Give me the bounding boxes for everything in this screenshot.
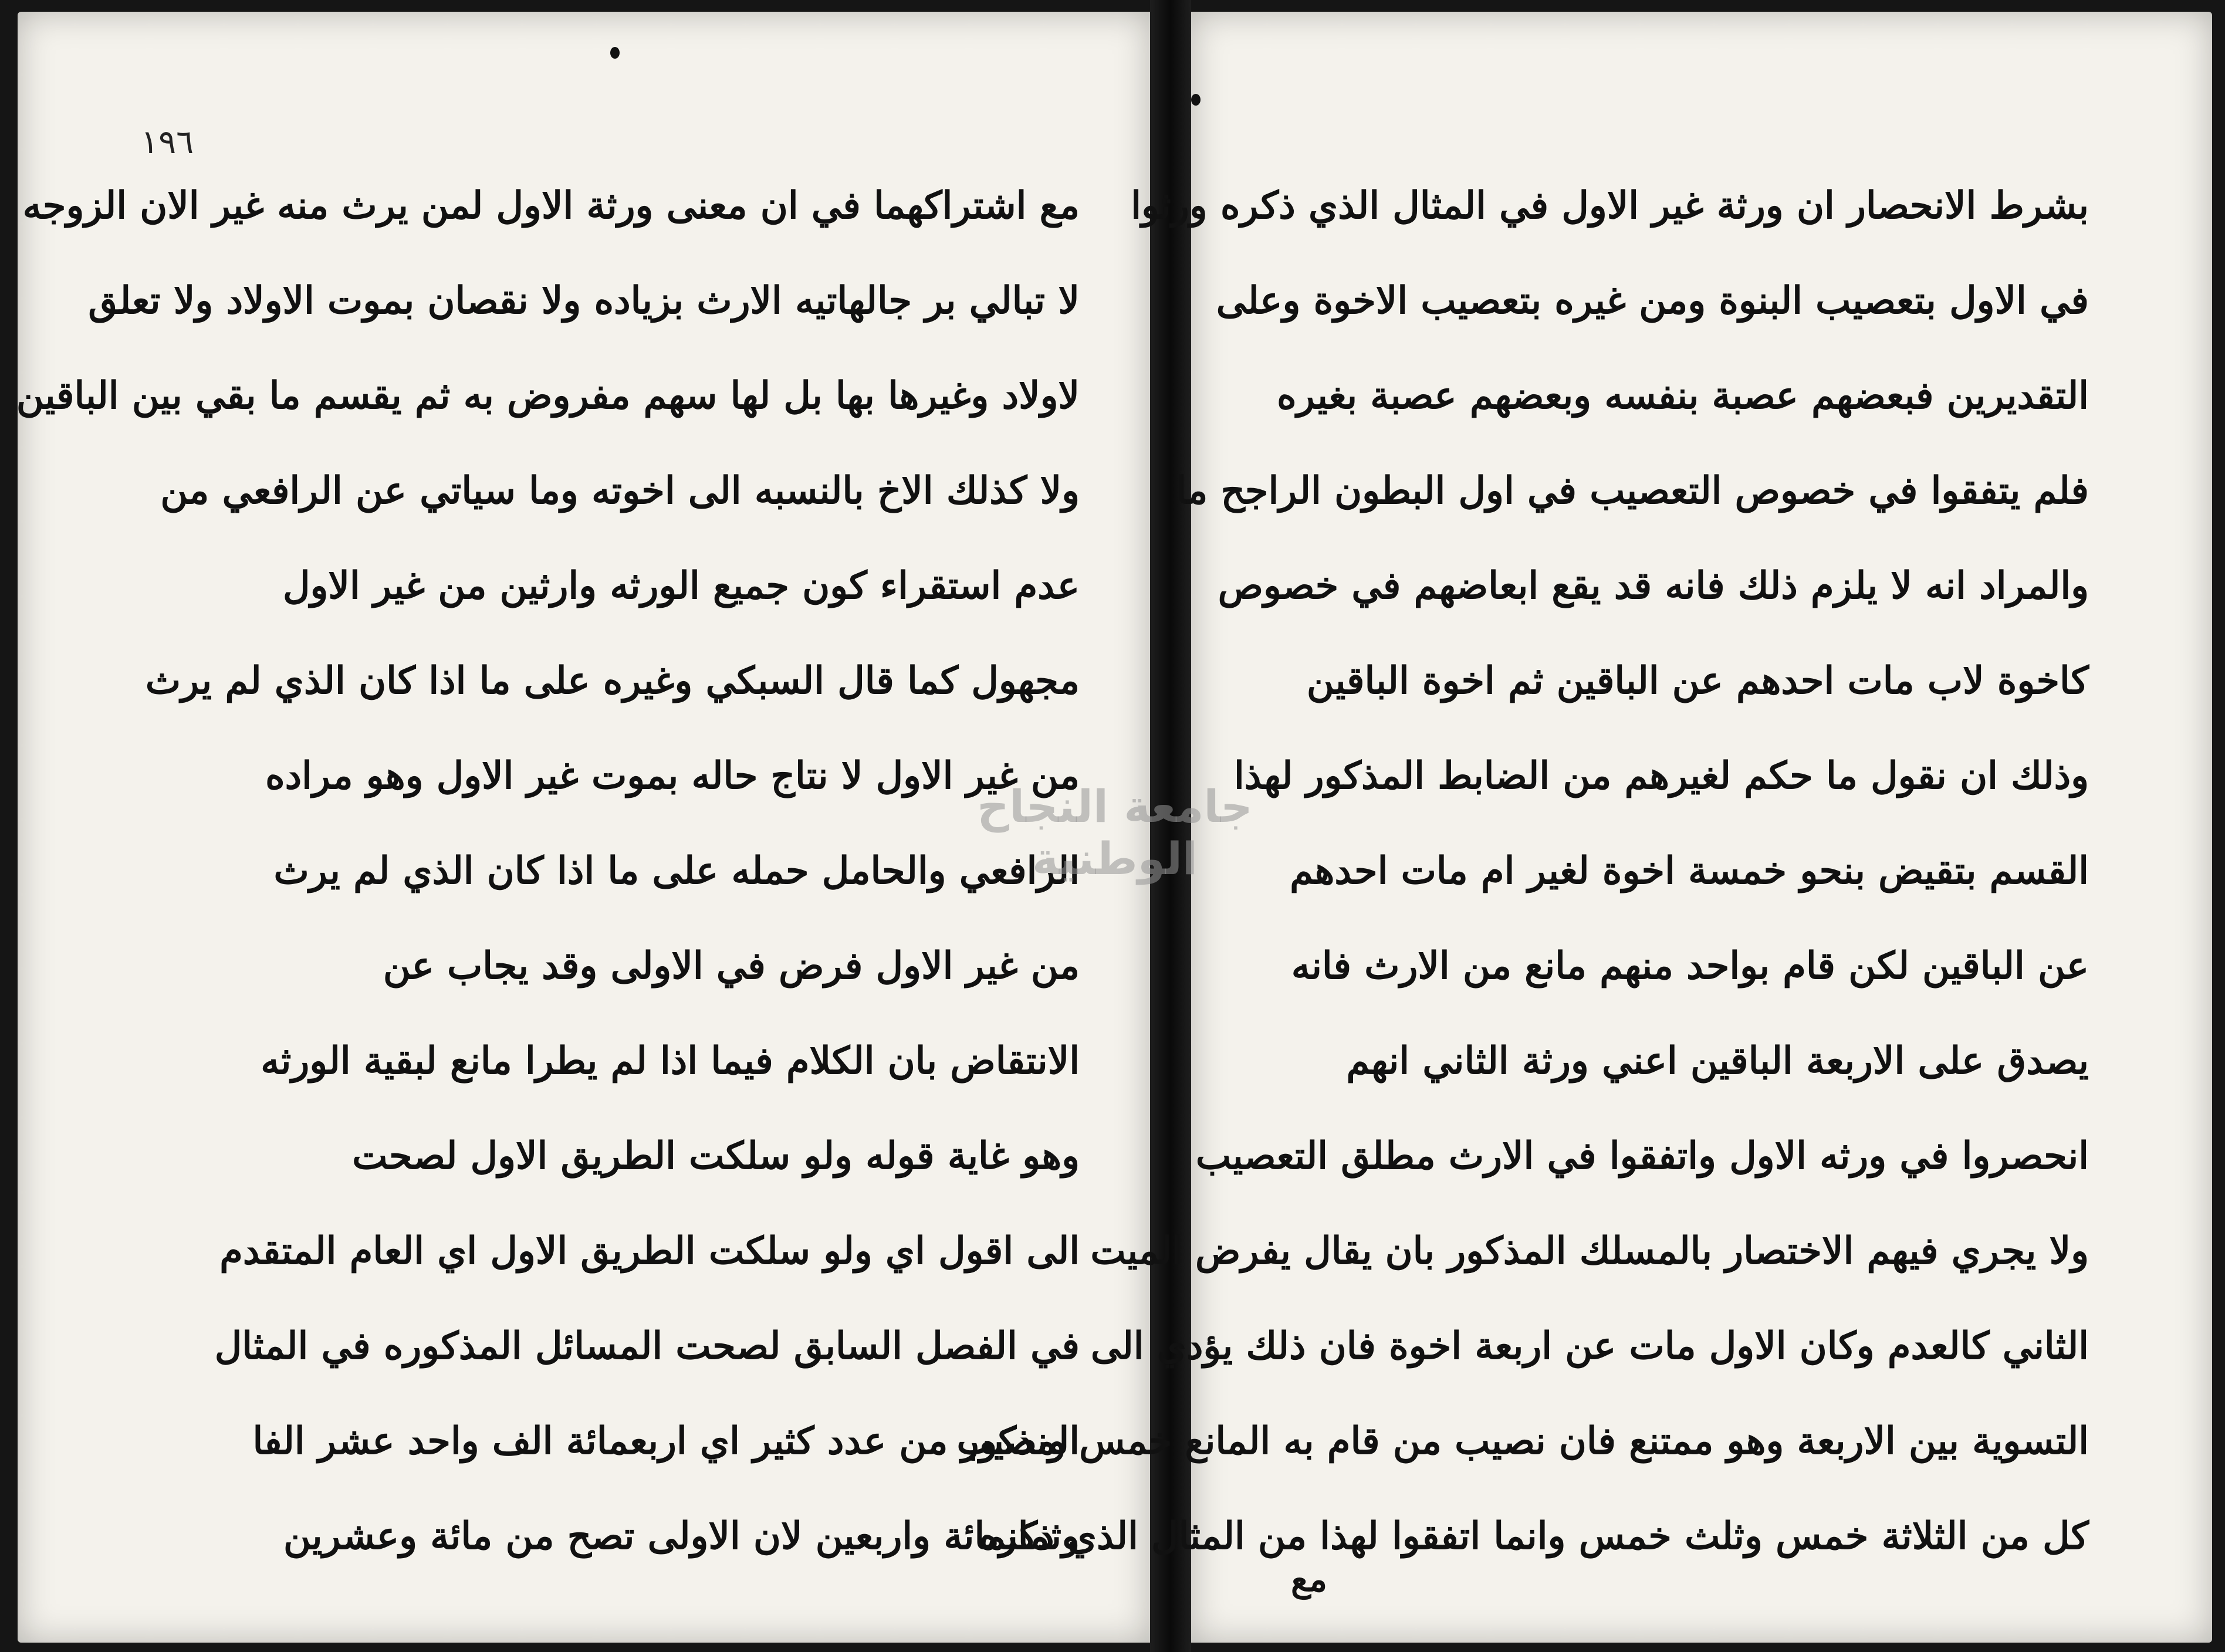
text-line: الى اقول اي ولو سلكت الطريق الاول اي العام المتقدم: [219, 1229, 1080, 1273]
text-line: وذلك ان نقول ما حكم لغيرهم من الضابط المذكور لهذا: [1233, 754, 2089, 798]
text-line: ولا يجري فيهم الاختصار بالمسلك المذكور بان يقال يفرض الميت: [1090, 1229, 2089, 1273]
text-line: وهو غاية قوله ولو سلكت الطريق الاول لصحت: [352, 1134, 1080, 1178]
text-line: كاخوة لاب مات احدهم عن الباقين ثم اخوة الباقين: [1306, 659, 2089, 703]
text-line: القسم بتقيض بنحو خمسة اخوة لغير ام مات احدهم: [1290, 849, 2089, 893]
text-line: فلم يتفقوا في خصوص التعصيب في اول البطون الراجح ما: [1176, 469, 2089, 513]
text-line: عن الباقين لكن قام بواحد منهم مانع من الارث فانه: [1291, 944, 2089, 988]
text-line: مع اشتراكهما في ان معنى ورثة الاول لمن يرث منه غير الان الزوجه: [22, 184, 1080, 228]
text-line: لاولاد وغيرها بها بل لها سهم مفروض به ثم يقسم ما بقي بين الباقين: [16, 374, 1080, 418]
text-line: في الفصل السابق لصحت المسائل المذكوره في المثال: [214, 1324, 1080, 1368]
text-line: مجهول كما قال السبكي وغيره على ما اذا كان الذي لم يرث: [145, 659, 1080, 703]
catchword: مع: [1291, 1559, 1327, 1599]
text-line: المذكور من عدد كثير اي اربعمائة الف واحد عشر الفا: [252, 1419, 1080, 1463]
text-line: عدم استقراء كون جميع الورثه وارثين من غير الاول: [283, 564, 1080, 608]
text-line: في الاول بتعصيب البنوة ومن غيره بتعصيب الاخوة وعلى: [1216, 279, 2089, 323]
text-line: الانتقاض بان الكلام فيما اذا لم يطرا مانع لبقية الورثه: [261, 1039, 1080, 1083]
text-line: بشرط الانحصار ان ورثة غير الاول في المثال الذي ذكره ورثوا: [1131, 184, 2089, 228]
text-line: الرافعي والحامل حمله على ما اذا كان الذي لم يرث: [273, 849, 1080, 893]
text-line: يصدق على الاربعة الباقين اعني ورثة الثاني انهم: [1346, 1039, 2089, 1083]
ink-speck: [610, 47, 620, 59]
text-line: من غير الاول لا نتاج حاله بموت غير الاول وهو مراده: [265, 754, 1080, 798]
text-line: كل من الثلاثة خمس وثلث خمس وانما اتفقوا لهذا من المثال الذي ذكره: [979, 1514, 2089, 1558]
library-watermark: جامعة النجاح الوطنية: [977, 780, 1253, 885]
text-line: التقديرين فبعضهم عصبة بنفسه وبعضهم عصبة بغيره: [1277, 374, 2089, 418]
text-line: من غير الاول فرض في الاولى وقد يجاب عن: [383, 944, 1080, 988]
ink-speck: [1191, 94, 1201, 106]
text-line: التسوية بين الاربعة وهو ممتنع فان نصيب من قام به المانع خمس ونصيب: [956, 1419, 2089, 1463]
text-line: والمراد انه لا يلزم ذلك فانه قد يقع ابعاضهم في خصوص: [1218, 564, 2089, 608]
text-line: وثمانمائة واربعين لان الاولى تصح من مائة وعشرين: [283, 1514, 1080, 1558]
text-line: الثاني كالعدم وكان الاول مات عن اربعة اخوة فان ذلك يؤدي الى: [1090, 1324, 2089, 1368]
text-line: لا تبالي بر جالهاتيه الارث بزياده ولا نقصان بموت الاولاد ولا تعلق: [88, 279, 1080, 323]
page-number: ١٩٦: [141, 123, 194, 161]
text-line: ولا كذلك الاخ بالنسبه الى اخوته وما سياتي عن الرافعي من: [160, 469, 1080, 513]
text-line: انحصروا في ورثه الاول واتفقوا في الارث مطلق التعصيب: [1195, 1134, 2089, 1178]
